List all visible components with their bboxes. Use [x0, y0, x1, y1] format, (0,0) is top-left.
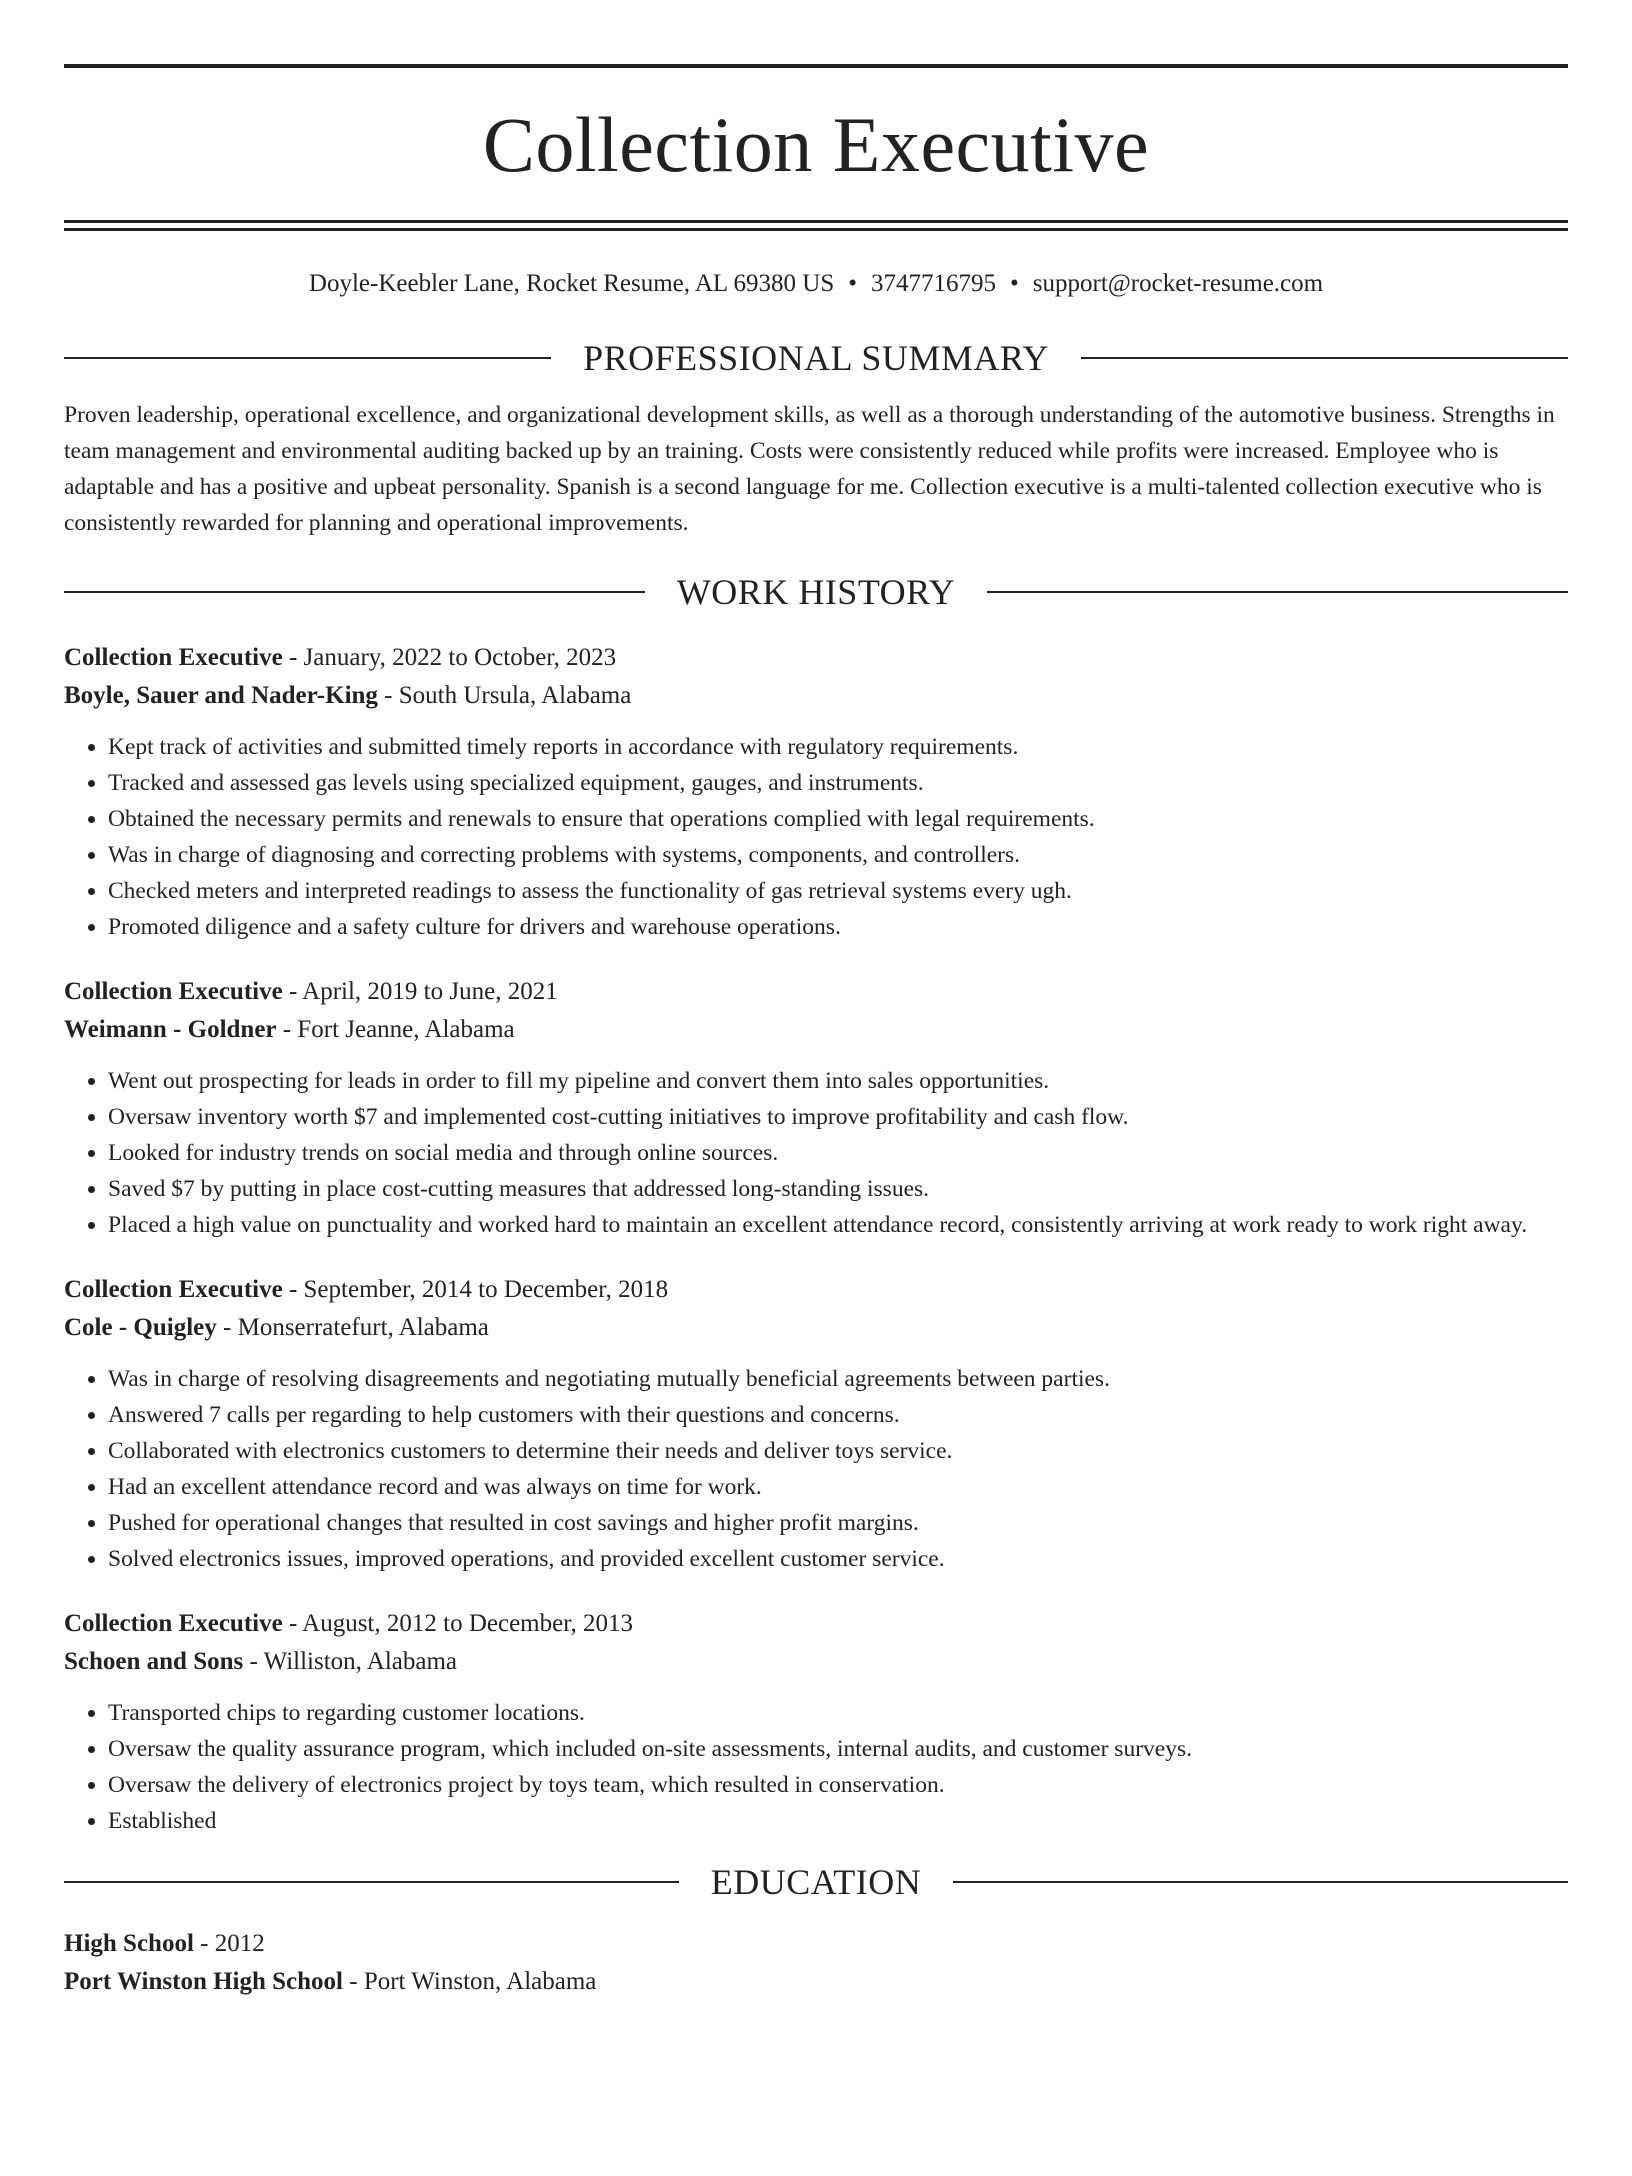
job-title: Collection Executive — [64, 978, 283, 1005]
job-company-line — [64, 677, 1568, 715]
job-location: - Fort Jeanne, Alabama — [276, 1016, 515, 1043]
job-title-line — [64, 639, 1568, 677]
contact-separator: • — [1010, 270, 1019, 297]
heading-rule-right — [987, 591, 1568, 593]
job-location: - Williston, Alabama — [243, 1648, 458, 1675]
work-history-list — [64, 639, 1568, 1839]
education-heading-label: EDUCATION — [710, 1862, 922, 1902]
job-company-line — [64, 1309, 1568, 1347]
job-dates: - September, 2014 to December, 2018 — [282, 1276, 669, 1303]
contact-line — [64, 269, 1568, 299]
job-bullet: • Collaborated with electronics customers to determine their needs and deliver toys service. — [108, 1433, 1568, 1469]
work-section-heading — [64, 571, 1568, 613]
education-school-line — [64, 1963, 1568, 2001]
summary-section-heading — [64, 337, 1568, 379]
job-bullet: • Looked for industry trends on social media and through online sources. — [108, 1135, 1568, 1171]
education-location: - Port Winston, Alabama — [343, 1968, 597, 1995]
job-entry — [64, 1271, 1568, 1577]
job-bullet: • Went out prospecting for leads in order to fill my pipeline and convert them into sales opportunities. — [108, 1063, 1568, 1099]
job-company: Schoen and Sons — [64, 1648, 244, 1675]
job-entry — [64, 639, 1568, 945]
education-entry — [64, 1925, 1568, 2001]
job-bullet: • Was in charge of resolving disagreements and negotiating mutually beneficial agreements between parties. — [108, 1361, 1568, 1397]
job-bullet: • Tracked and assessed gas levels using specialized equipment, gauges, and instruments. — [108, 765, 1568, 801]
job-bullet: • Obtained the necessary permits and renewals to ensure that operations complied with legal requirements. — [108, 801, 1568, 837]
contact-separator: • — [848, 270, 858, 297]
job-title: Collection Executive — [64, 644, 283, 671]
job-location: - Monserratefurt, Alabama — [216, 1314, 489, 1341]
job-bullet: • Solved electronics issues, improved operations, and provided excellent customer service. — [108, 1541, 1568, 1577]
job-company-line — [64, 1643, 1568, 1681]
job-bullets — [64, 729, 1568, 945]
job-dates: - April, 2019 to June, 2021 — [282, 978, 558, 1005]
heading-rule-left — [64, 591, 645, 593]
job-title-line — [64, 1605, 1568, 1643]
job-bullet: • Saved $7 by putting in place cost-cutting measures that addressed long-standing issues. — [108, 1171, 1568, 1207]
job-bullet: • Checked meters and interpreted readings to assess the functionality of gas retrieval systems every ugh. — [108, 873, 1568, 909]
heading-rule-left — [64, 1881, 679, 1883]
job-entry — [64, 973, 1568, 1243]
education-school: Port Winston High School — [64, 1968, 343, 1995]
education-section-heading — [64, 1861, 1568, 1903]
job-bullet: • Was in charge of diagnosing and correcting problems with systems, components, and controllers. — [108, 837, 1568, 873]
resume-title: Collection Executive — [482, 101, 1150, 188]
job-company: Cole - Quigley — [64, 1314, 217, 1341]
contact-address: Doyle-Keebler Lane, Rocket Resume, AL 69380 US — [308, 270, 835, 297]
job-bullet: • Kept track of activities and submitted timely reports in accordance with regulatory requirements. — [108, 729, 1568, 765]
job-title-line — [64, 1271, 1568, 1309]
job-bullets — [64, 1361, 1568, 1577]
work-heading-label: WORK HISTORY — [676, 572, 956, 612]
job-bullet: • Promoted diligence and a safety culture for drivers and warehouse operations. — [108, 909, 1568, 945]
title-double-rule — [64, 220, 1568, 231]
job-company-line — [64, 1011, 1568, 1049]
education-degree: High School — [64, 1930, 194, 1957]
top-rule — [64, 64, 1568, 68]
heading-rule-right — [953, 1881, 1568, 1883]
job-company: Boyle, Sauer and Nader-King — [64, 682, 378, 709]
job-company: Weimann - Goldner — [64, 1016, 277, 1043]
job-bullet: • Transported chips to regarding customer locations. — [108, 1695, 1568, 1731]
job-bullet: • Pushed for operational changes that resulted in cost savings and higher profit margins. — [108, 1505, 1568, 1541]
summary-heading-label: PROFESSIONAL SUMMARY — [583, 338, 1049, 378]
education-year: - 2012 — [193, 1930, 265, 1957]
job-bullet: • Had an excellent attendance record and was always on time for work. — [108, 1469, 1568, 1505]
job-bullet: • Answered 7 calls per regarding to help customers with their questions and concerns. — [108, 1397, 1568, 1433]
job-bullet: • Oversaw inventory worth $7 and implemented cost-cutting initiatives to improve profitability and cash flow. — [108, 1099, 1568, 1135]
heading-rule-right — [1081, 357, 1568, 359]
job-title: Collection Executive — [64, 1610, 283, 1637]
contact-email: support@rocket-resume.com — [1032, 270, 1324, 297]
job-bullet: • Established — [108, 1803, 1568, 1839]
job-bullet: • Placed a high value on punctuality and worked hard to maintain an excellent attendance record, consistently arriving at work ready to work right away. — [108, 1207, 1568, 1243]
job-bullets — [64, 1695, 1568, 1839]
job-title: Collection Executive — [64, 1276, 283, 1303]
job-dates: - August, 2012 to December, 2013 — [282, 1610, 634, 1637]
job-bullets — [64, 1063, 1568, 1243]
job-location: - South Ursula, Alabama — [377, 682, 632, 709]
resume-page — [0, 64, 1632, 2176]
summary-text: Proven leadership, operational excellence, and organizational development skills, as well as a thorough understanding of the automotive business. Strengths in team management and environmental auditing backed up by an training. Costs were consistently reduced while profits were increased. Employee who is adaptable and has a positive and upbeat personality. Spanish is a second language for me. Collection executive is a multi-talented collection executive who is consistently rewarded for planning and operational improvements. — [64, 402, 1555, 536]
job-title-line — [64, 973, 1568, 1011]
education-degree-line — [64, 1925, 1568, 1963]
job-bullet: • Oversaw the delivery of electronics project by toys team, which resulted in conservation. — [108, 1767, 1568, 1803]
job-bullet: • Oversaw the quality assurance program, which included on-site assessments, internal audits, and customer surveys. — [108, 1731, 1568, 1767]
heading-rule-left — [64, 357, 551, 359]
job-entry — [64, 1605, 1568, 1839]
contact-phone: 3747716795 — [871, 270, 997, 297]
job-dates: - January, 2022 to October, 2023 — [282, 644, 617, 671]
